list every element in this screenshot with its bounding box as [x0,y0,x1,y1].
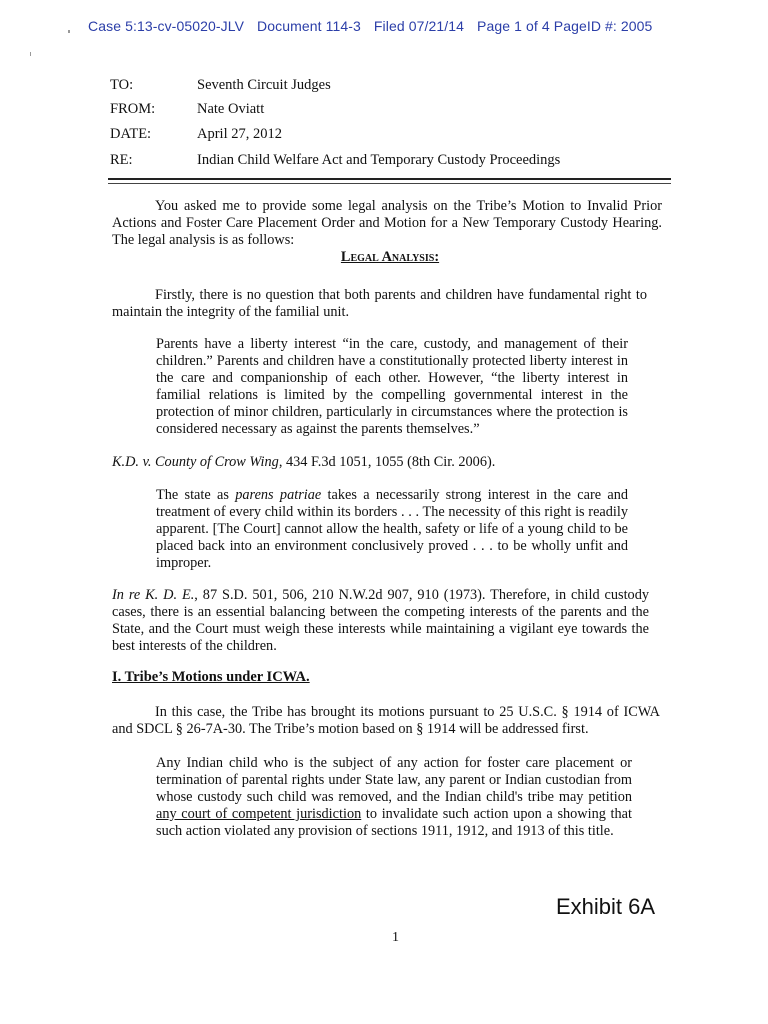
quote3-part2: to invalidate such action upon a showing that such action violated any provision of sections 1911, 1912, and 1913 of this title. [156,806,632,839]
exhibit-label: Exhibit 6A [556,894,656,919]
header-divider [108,178,671,180]
quote3-underlined: any court of competent jurisdiction [156,806,362,822]
citation-kd-reporter: , 434 F.3d 1051, 1055 (8th Cir. 2006). [278,454,496,470]
court-filing-stamp [88,18,661,34]
block-quote-3 [156,755,632,840]
citation-kde-text: , 87 S.D. 501, 506, 210 N.W.2d 907, 910 (1973). Therefore, in child custody cases, there is an essential balancing between the competing interests of the parents and the State, and the Court must weigh these interests while maintaining a vigilant eye towards the best interests of the children. [112,587,650,654]
date-label: DATE: [110,126,152,142]
citation-kde-paragraph [112,587,649,655]
block-quote-2 [156,487,628,572]
re-label: RE: [110,152,133,168]
header-divider-thin [108,183,671,184]
filed-date: Filed 07/21/14 [373,18,465,34]
to-label: TO: [110,77,134,93]
quote2-part1: The state as [156,487,236,503]
page-number: 1 [392,930,399,945]
from-label: FROM: [110,101,156,117]
block-quote-1: Parents have a liberty interest “in the care, custody, and management of their children.” Parents and children have a constitutionally protected liberty interest in the care and companionship of each other. However, “the liberty interest in familial relations is limited by the compelling governmental interest in the protection of minor children, particularly in circumstances where the protection is considered necessary as against the parents themselves.” [156,336,628,437]
from-value: Nate Oviatt [197,101,265,117]
re-value: Indian Child Welfare Act and Temporary Custody Proceedings [197,152,561,168]
firstly-paragraph: Firstly, there is no question that both parents and children have fundamental right to maintain the integrity of the familial unit. [112,287,647,320]
intro-paragraph: You asked me to provide some legal analysis on the Tribe’s Motion to Invalid Prior Actions and Foster Care Placement Order and Motion for a New Temporary Custody Hearing. The legal analysis is as follows: [112,198,662,248]
page-id: Page 1 of 4 PageID #: 2005 [477,18,653,34]
section1-paragraph: In this case, the Tribe has brought its motions pursuant to 25 U.S.C. § 1914 of ICWA and SDCL § 26-7A-30. The Tribe’s motion based on § 1914 will be addressed first. [112,704,660,737]
legal-analysis-heading: Legal Analysis: [340,249,440,265]
date-value: April 27, 2012 [197,126,282,142]
citation-kde-case-name: In re K. D. E. [112,587,195,603]
scan-speck [68,30,70,33]
scan-speck [30,52,31,56]
case-number: Case 5:13-cv-05020-JLV [88,18,245,34]
citation-kd [112,454,495,471]
section-heading-tribe-motions: I. Tribe’s Motions under ICWA. [112,669,310,685]
quote2-italic: parens patriae [235,487,322,503]
document-number: Document 114-3 [257,18,361,34]
quote2-part2: takes a necessarily strong interest in the care and treatment of every child within its borders . . . The necessity of this right is readily apparent. [The Court] cannot allow the health, safety or life of a young child to be placed back into an environment conclusively proved . . . to be wholly unfit and improper. [156,487,628,571]
quote3-part1: Any Indian child who is the subject of any action for foster care placement or termination of parental rights under State law, any parent or Indian custodian from whose custody such child was removed, and the Indian child's tribe may petition [156,755,632,805]
to-value: Seventh Circuit Judges [197,77,331,93]
citation-kd-case-name: K.D. v. County of Crow Wing [112,454,279,470]
